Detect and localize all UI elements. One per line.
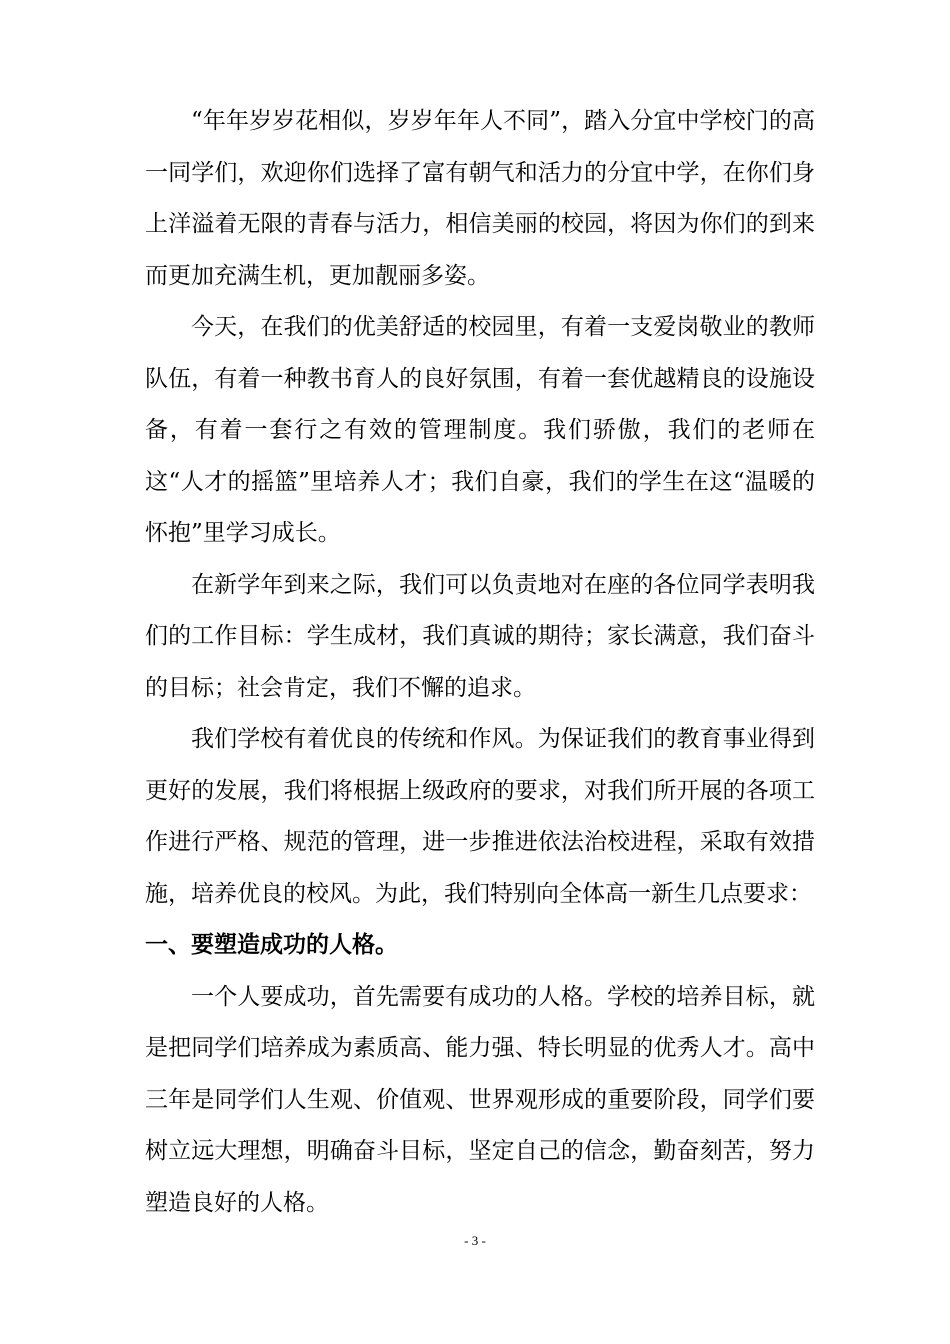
paragraph-campus: 今天，在我们的优美舒适的校园里，有着一支爱岗敬业的教师队伍，有着一种教书育人的良好氛围，有着一套优越精良的设施设备，有着一套行之有效的管理制度。我们骄傲，我们的老师在这“人才的摇篮”里培养人才；我们自豪，我们的学生在这“温暖的怀抱”里学习成长。 (145, 314, 815, 546)
section-heading: 一、要塑造成功的人格。 (145, 932, 398, 958)
paragraph-goals: 在新学年到来之际，我们可以负责地对在座的各位同学表明我们的工作目标：学生成材，我们真诚的期待；家长满意，我们奋斗的目标；社会肯定，我们不懈的追求。 (145, 571, 815, 701)
page-number: - 3 - (464, 1233, 486, 1248)
paragraph-personality: 一个人要成功，首先需要有成功的人格。学校的培养目标，就是把同学们培养成为素质高、能力强、特长明显的优秀人才。高中三年是同学们人生观、价值观、世界观形成的重要阶段，同学们要树立远大理想，明确奋斗目标，坚定自己的信念，勤奋刻苦，努力塑造良好的人格。 (145, 983, 815, 1216)
paragraph-welcome: “年年岁岁花相似，岁岁年年人不同”，踏入分宜中学校门的高一同学们，欢迎你们选择了富有朝气和活力的分宜中学，在你们身上洋溢着无限的青春与活力，相信美丽的校园，将因为你们的到来而更加充满生机，更加靓丽多姿。 (145, 108, 815, 289)
paragraph-requirements-intro: 我们学校有着优良的传统和作风。为保证我们的教育事业得到更好的发展，我们将根据上级政府的要求，对我们所开展的各项工作进行严格、规范的管理，进一步推进依法治校进程，采取有效措施，培养优良的校风。为此，我们特别向全体高一新生几点要求： (145, 726, 815, 907)
document-body (145, 96, 815, 1229)
